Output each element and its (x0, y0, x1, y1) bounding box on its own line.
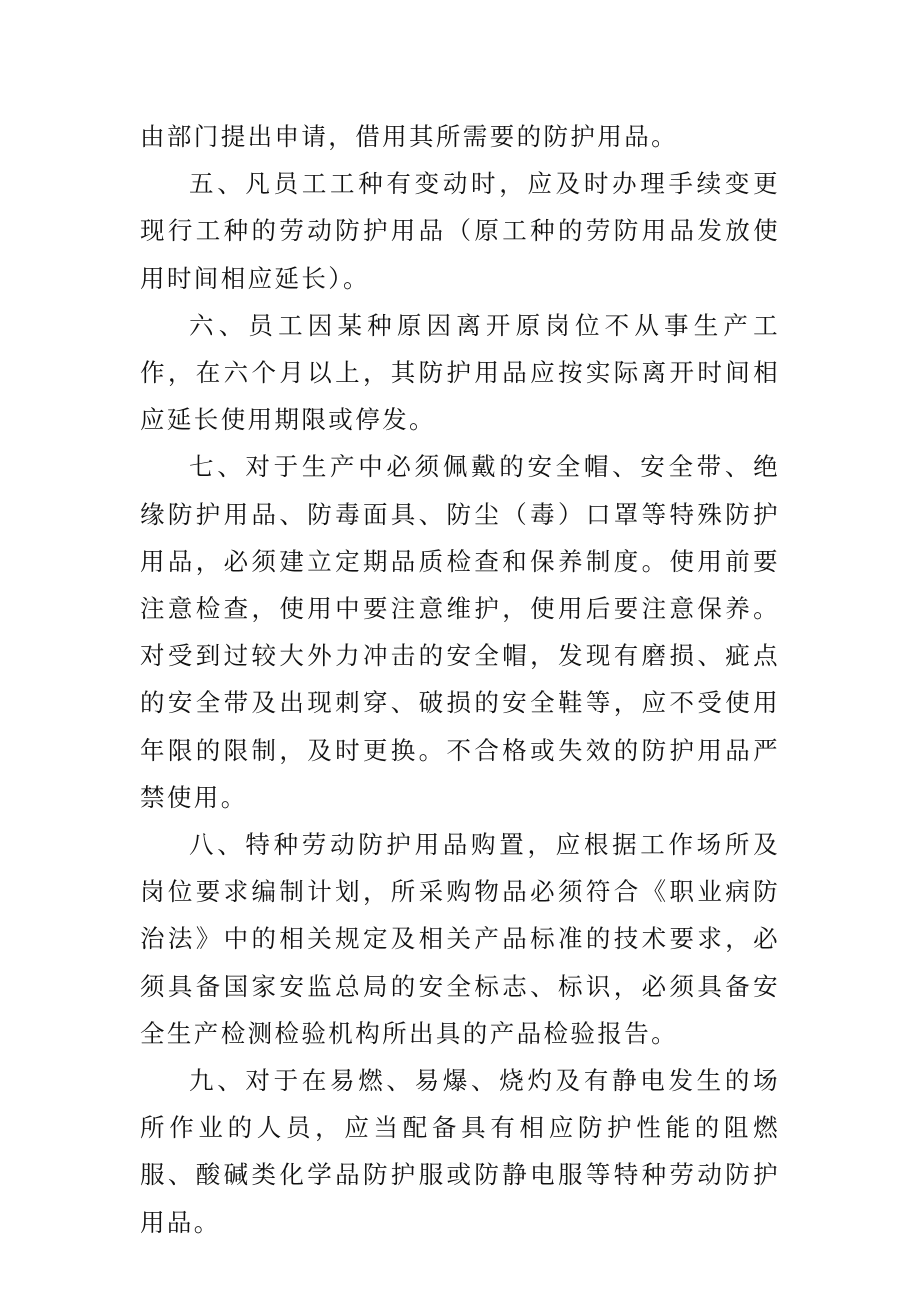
paragraph-continuation: 由部门提出申请，借用其所需要的防护用品。 (140, 122, 678, 151)
paragraph-item-6: 六、员工因某种原因离开原岗位不从事生产工作，在六个月以上，其防护用品应按实际离开时间相应延长使用期限或停发。 (140, 310, 780, 435)
paragraph-item-8: 八、特种劳动防护用品购置，应根据工作场所及岗位要求编制计划，所采购物品必须符合《职业病防治法》中的相关规定及相关产品标准的技术要求，必须具备国家安监总局的安全标志、标识，必须具备安全生产检测检验机构所出具的产品检验报告。 (140, 830, 780, 1048)
paragraph-item-7: 七、对于生产中必须佩戴的安全帽、安全带、绝缘防护用品、防毒面具、防尘（毒）口罩等特殊防护用品，必须建立定期品质检查和保养制度。使用前要注意检查，使用中要注意维护，使用后要注意保养。对受到过较大外力冲击的安全帽，发现有磨损、疵点的安全带及出现刺穿、破损的安全鞋等，应不受使用年限的限制，及时更换。不合格或失效的防护用品严禁使用。 (140, 452, 780, 812)
document-body (140, 113, 780, 1246)
paragraph-item-9: 九、对于在易燃、易爆、烧灼及有静电发生的场所作业的人员，应当配备具有相应防护性能的阻燃服、酸碱类化学品防护服或防静电服等特种劳动防护用品。 (140, 1066, 780, 1237)
paragraph-item-5: 五、凡员工工种有变动时，应及时办理手续变更现行工种的劳动防护用品（原工种的劳防用品发放使用时间相应延长）。 (140, 169, 780, 293)
